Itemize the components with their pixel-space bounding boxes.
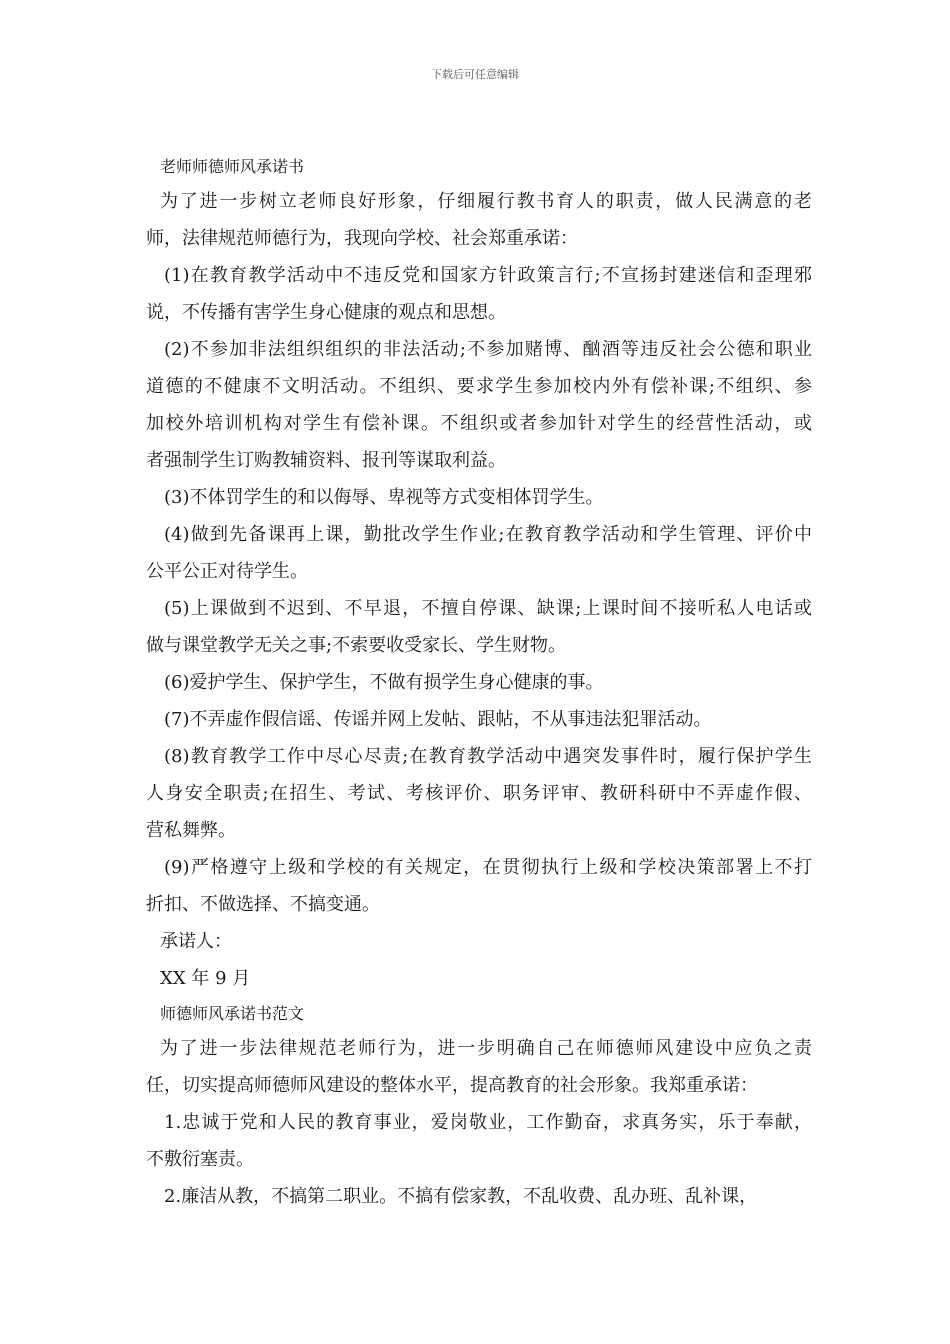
doc2-item-line: 1.忠诚于党和人民的教育事业，爱岗敬业，工作勤奋，求真务实，乐于奉献，	[164, 1112, 812, 1133]
doc1-item-line: 加校外培训机构对学生有偿补课。不组织或者参加针对学生的经营性活动，或	[146, 413, 812, 434]
doc1-date: XX 年 9 月	[160, 968, 251, 989]
doc2-paragraph-line: 为了进一步法律规范老师行为，进一步明确自己在师德师风建设中应负之责	[160, 1038, 812, 1059]
doc1-item-line: 做与课堂教学无关之事;不索要收受家长、学生财物。	[146, 635, 567, 656]
page-header-note: 下载后可任意编辑	[431, 68, 519, 81]
doc1-item-line: (9)严格遵守上级和学校的有关规定，在贯彻执行上级和学校决策部署上不打	[164, 857, 812, 878]
doc1-item-line: (6)爱护学生、保护学生，不做有损学生身心健康的事。	[164, 672, 604, 693]
doc1-item-line: 人身安全职责;在招生、考试、考核评价、职务评审、教研科研中不弄虚作假、	[146, 783, 812, 804]
doc1-item-line: 营私舞弊。	[146, 820, 236, 841]
doc2-title: 师德师风承诺书范文	[160, 1004, 305, 1023]
doc1-paragraph-line: 师，法律规范师德行为，我现向学校、社会郑重承诺：	[146, 228, 578, 249]
doc1-item-line: (2)不参加非法组织组织的非法活动;不参加赌博、酗酒等违反社会公德和职业	[164, 339, 812, 360]
doc1-item-line: 折扣、不做选择、不搞变通。	[146, 894, 380, 915]
doc1-paragraph-line: 为了进一步树立老师良好形象，仔细履行教书育人的职责，做人民满意的老	[160, 191, 812, 212]
doc1-title: 老师师德师风承诺书	[160, 157, 305, 176]
doc2-item-line: 不敷衍塞责。	[146, 1149, 254, 1170]
doc1-item-line: 者强制学生订购教辅资料、报刊等谋取利益。	[146, 450, 506, 471]
doc1-item-line: 公平公正对待学生。	[146, 561, 308, 582]
document-body	[146, 150, 812, 1215]
doc1-item-line: 道德的不健康不文明活动。不组织、要求学生参加校内外有偿补课;不组织、参	[146, 376, 812, 397]
doc2-paragraph-line: 任，切实提高师德师风建设的整体水平，提高教育的社会形象。我郑重承诺：	[146, 1075, 758, 1096]
doc1-item-line: (7)不弄虚作假信谣、传谣并网上发帖、跟帖，不从事违法犯罪活动。	[164, 709, 712, 730]
doc2-item-line: 2.廉洁从教，不搞第二职业。不搞有偿家教，不乱收费、乱办班、乱补课，	[164, 1186, 758, 1207]
doc1-item-line: (4)做到先备课再上课，勤批改学生作业;在教育教学活动和学生管理、评价中	[164, 524, 812, 545]
doc1-item-line: (8)教育教学工作中尽心尽责;在教育教学活动中遇突发事件时，履行保护学生	[164, 746, 812, 767]
doc1-item-line: (5)上课做到不迟到、不早退，不擅自停课、缺课;上课时间不接听私人电话或	[164, 598, 812, 619]
doc1-item-line: (1)在教育教学活动中不违反党和国家方针政策言行;不宣扬封建迷信和歪理邪	[164, 265, 812, 286]
doc1-item-line: 说，不传播有害学生身心健康的观点和思想。	[146, 302, 506, 323]
doc1-signer: 承诺人：	[160, 931, 232, 952]
doc1-item-line: (3)不体罚学生的和以侮辱、卑视等方式变相体罚学生。	[164, 487, 604, 508]
